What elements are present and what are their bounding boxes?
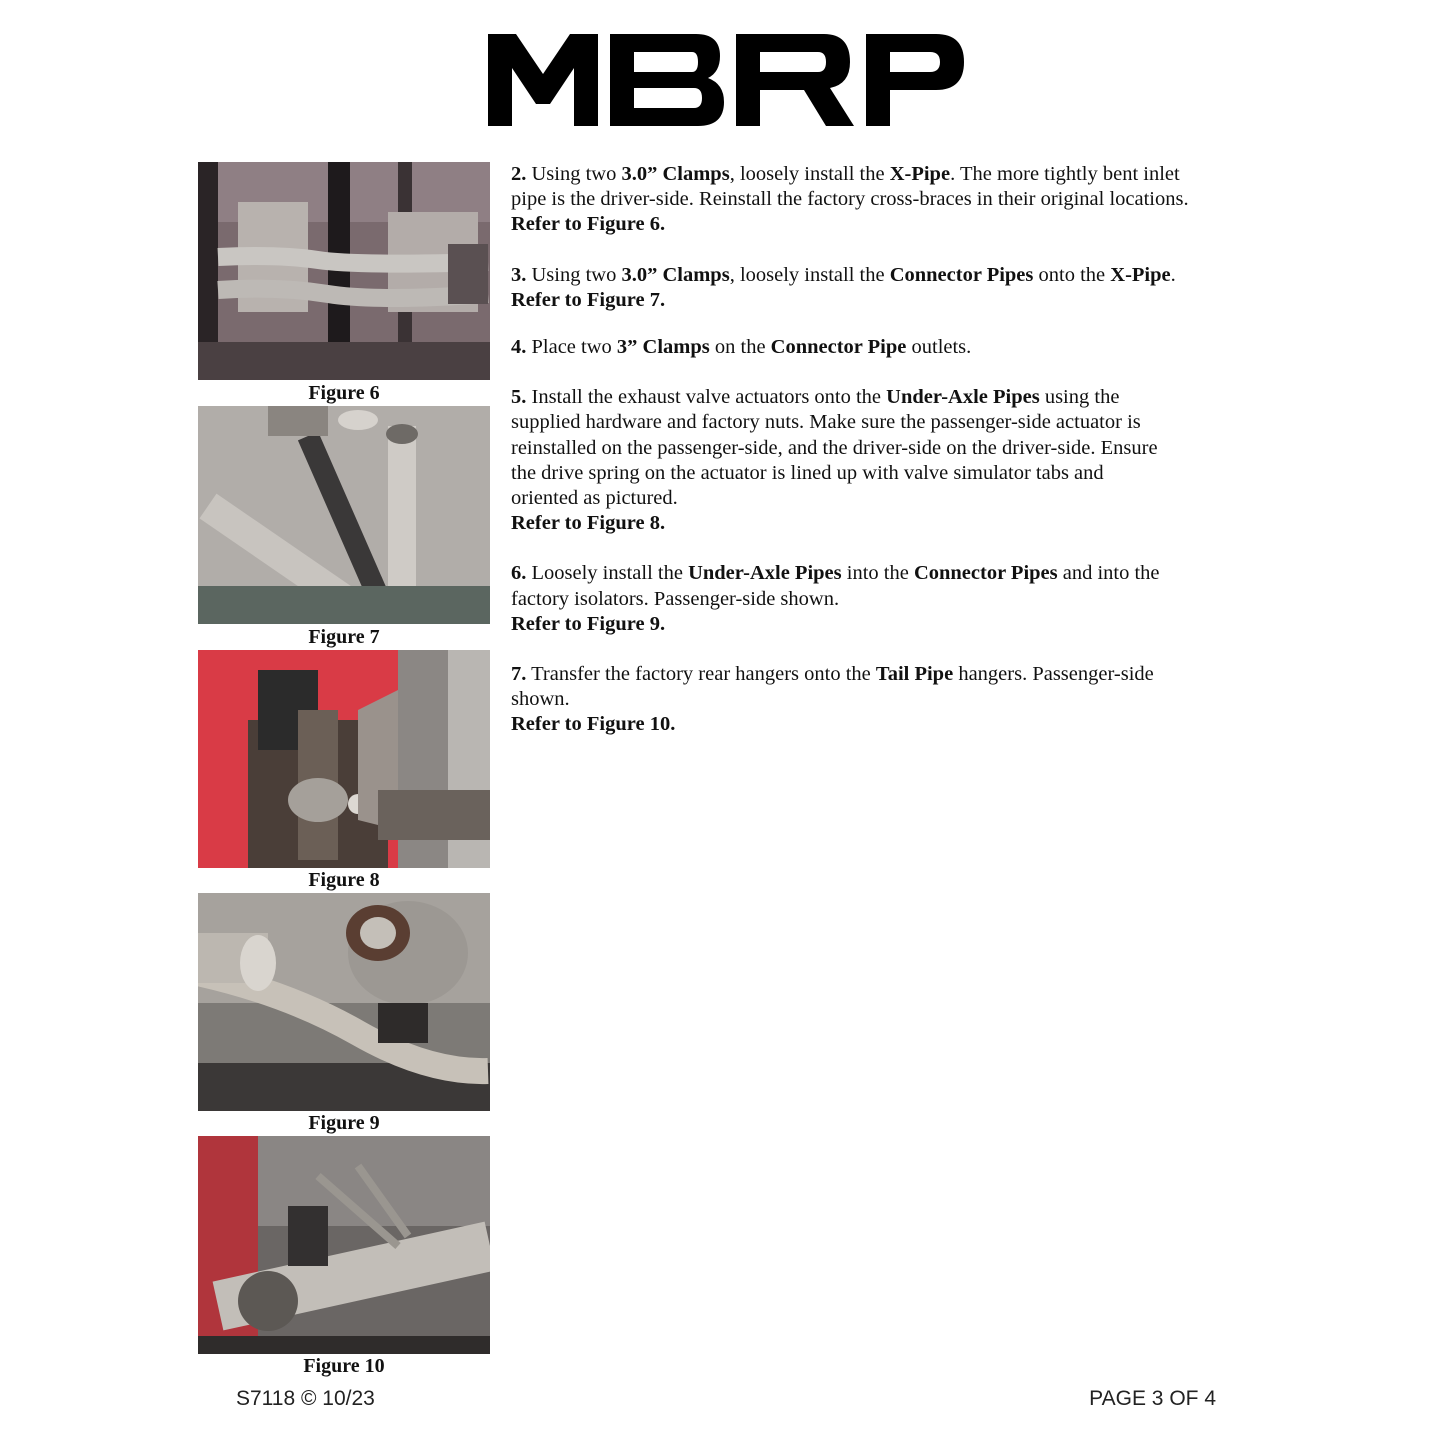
step-7-reference: Refer to Figure 10. [511, 713, 676, 736]
figure-9-caption: Figure 9 [308, 1112, 380, 1134]
step-7: 7. Transfer the factory rear hangers onto the Tail Pipe hangers. Passenger-side shown. [511, 663, 1154, 711]
figure-7-photo [198, 406, 490, 624]
step-2-reference: Refer to Figure 6. [511, 213, 666, 236]
figure-8-photo [198, 650, 490, 868]
figure-7-caption: Figure 7 [308, 626, 380, 648]
page-number: PAGE 3 OF 4 [1089, 1387, 1216, 1410]
figure-8-caption: Figure 8 [308, 869, 380, 891]
step-6-reference: Refer to Figure 9. [511, 612, 666, 635]
document-code: S7118 © 10/23 [236, 1387, 375, 1410]
step-6: 6. Loosely install the Under-Axle Pipes into the Connector Pipes and into the factory isolators. Passenger-side shown. [511, 562, 1160, 610]
instructions [511, 162, 1211, 738]
figure-6-photo [198, 162, 490, 380]
figure-10-photo [198, 1136, 490, 1354]
figure-9-photo [198, 893, 490, 1111]
step-5: 5. Install the exhaust valve actuators onto the Under-Axle Pipes using the supplied hardware and factory nuts. Make sure the passenger-side actuator is reinstalled on the passenger-side, and the driver-side on the driver-side. Ensure the drive spring on the actuator is lined up with valve simulator tabs and oriented as pictured. [511, 386, 1158, 510]
figure-10-caption: Figure 10 [303, 1355, 385, 1377]
step-3: 3. Using two 3.0” Clamps, loosely install the Connector Pipes onto the X-Pipe. [511, 263, 1176, 286]
step-3-reference: Refer to Figure 7. [511, 288, 666, 311]
step-4: 4. Place two 3” Clamps on the Connector Pipe outlets. [511, 336, 972, 359]
mbrp-logo [488, 34, 964, 126]
figure-6-caption: Figure 6 [308, 382, 380, 404]
step-5-reference: Refer to Figure 8. [511, 512, 666, 535]
step-2: 2. Using two 3.0” Clamps, loosely install the X-Pipe. The more tightly bent inlet pipe is the driver-side. Reinstall the factory cross-braces in their original locations. [511, 163, 1189, 211]
